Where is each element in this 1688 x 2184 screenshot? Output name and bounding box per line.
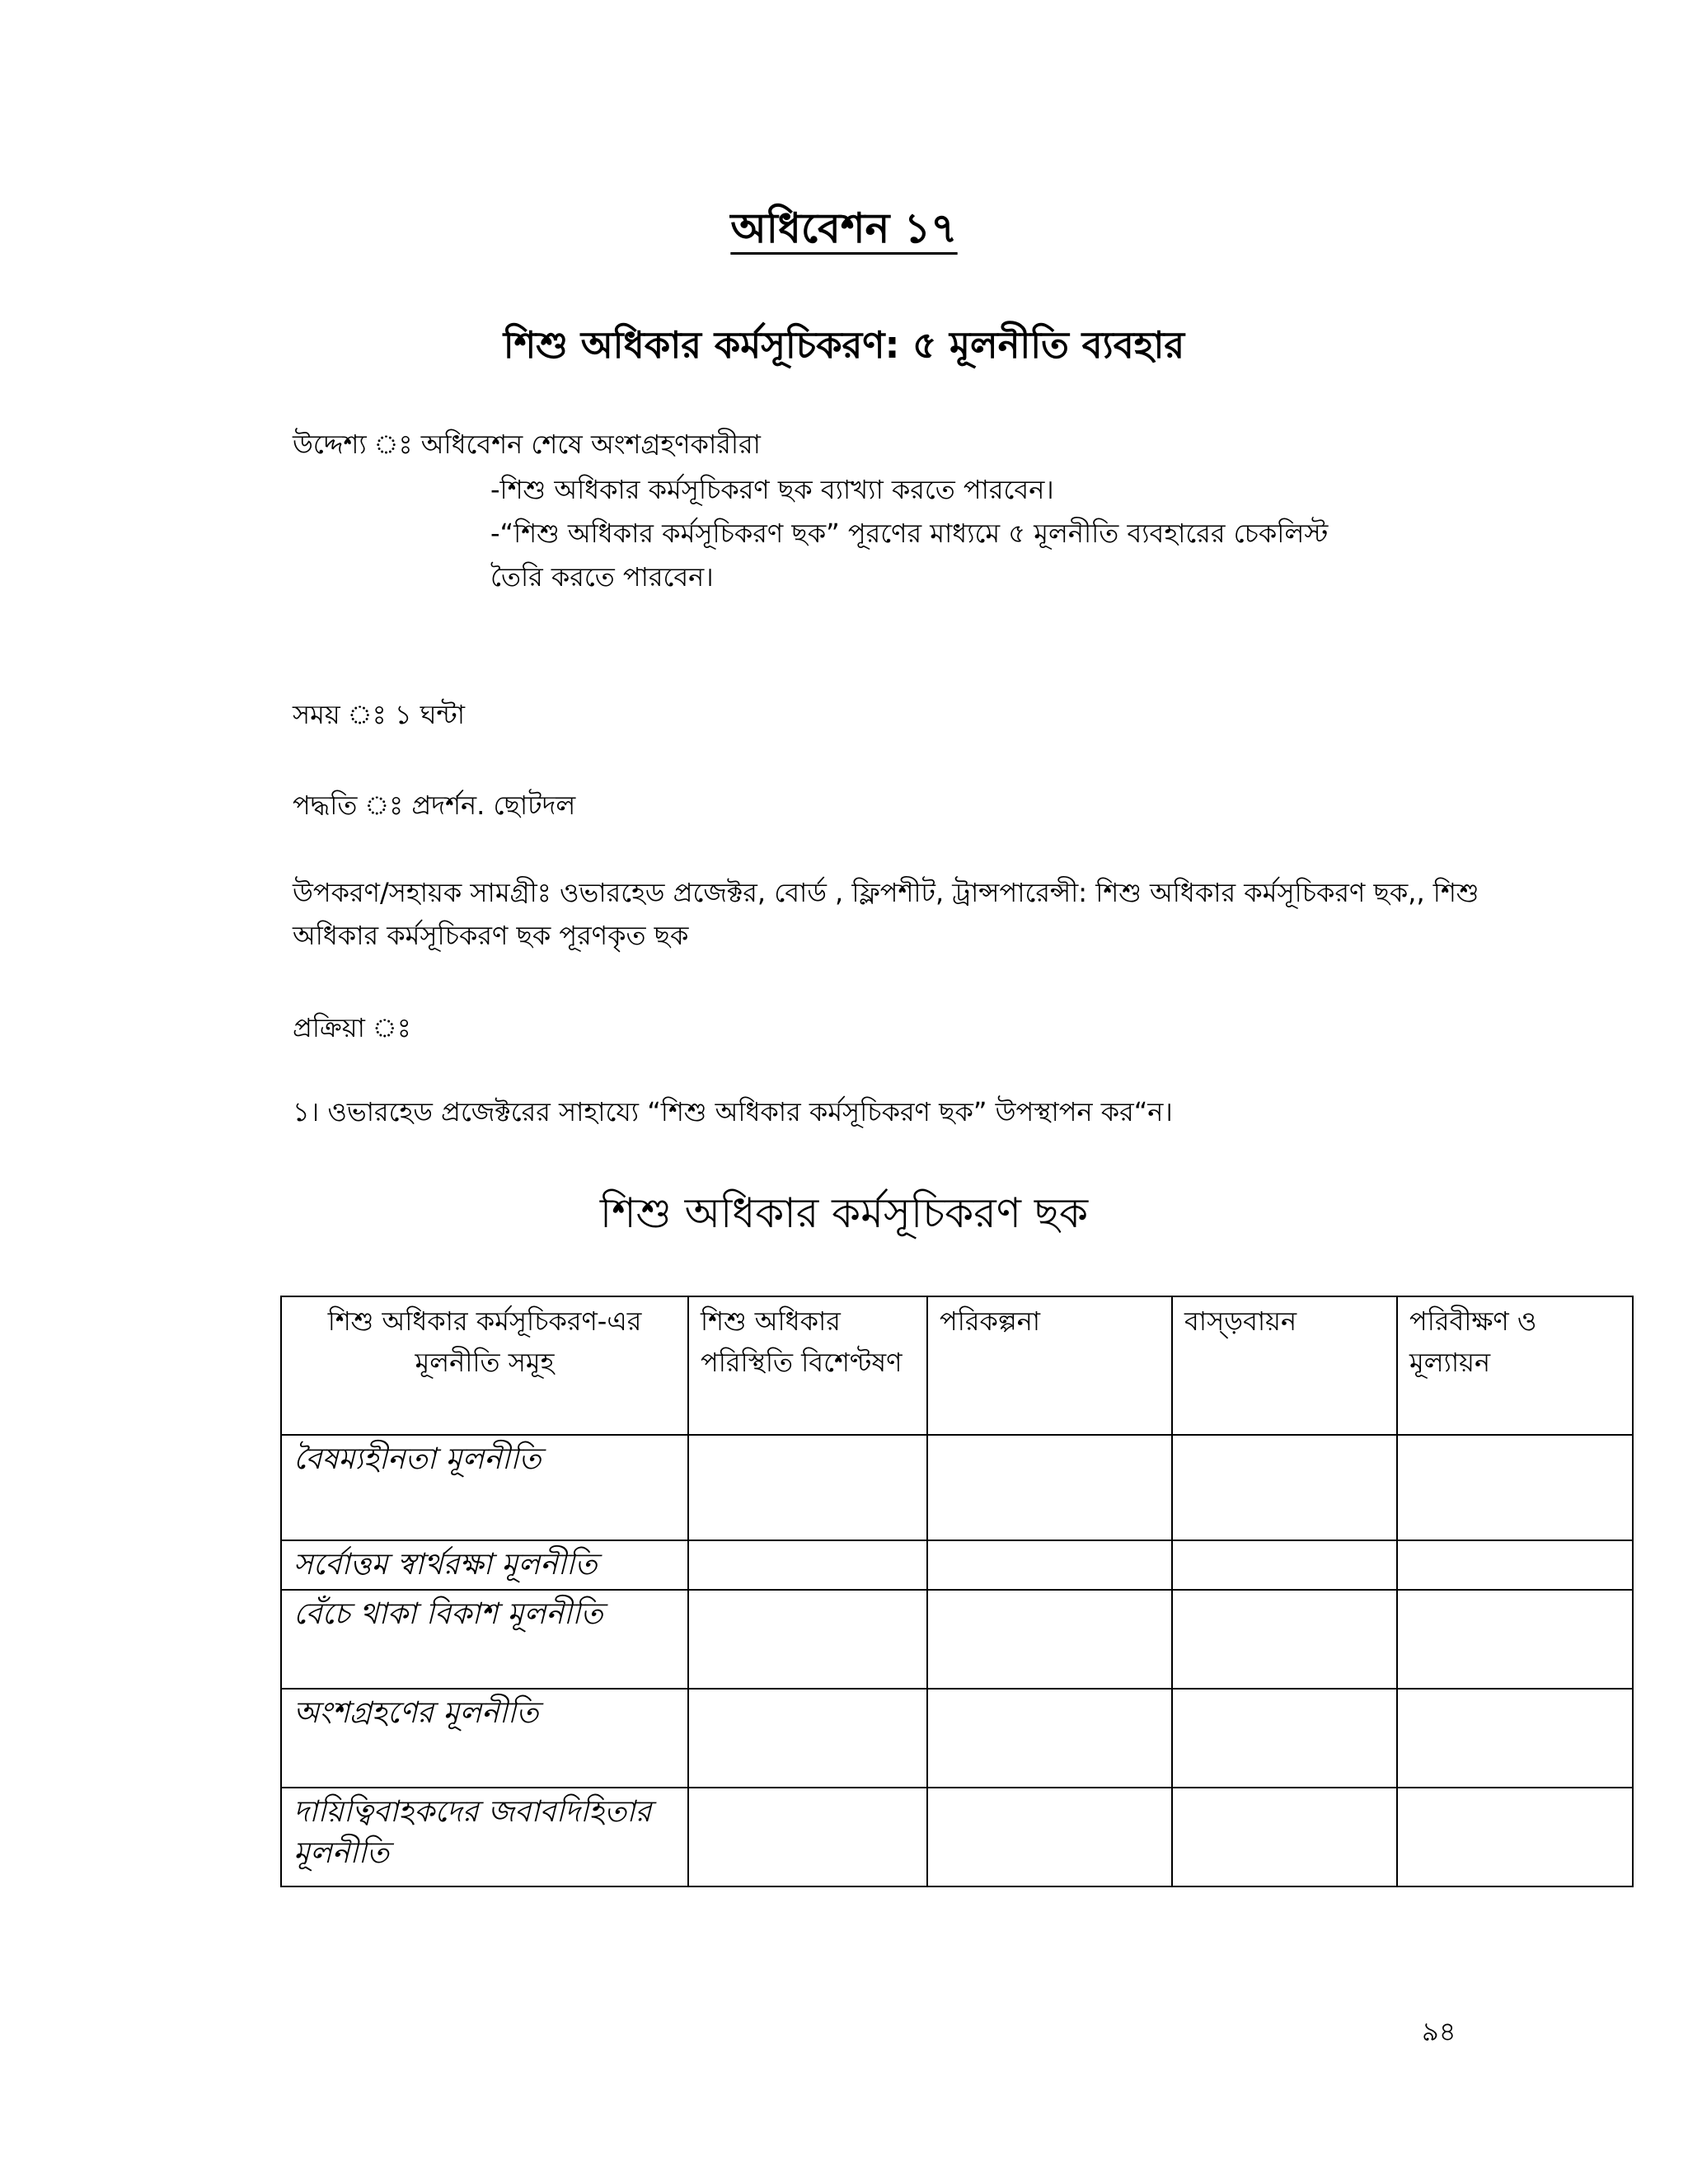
empty-cell [688, 1435, 927, 1540]
header-monitoring-evaluation: পরিবীক্ষণ ও মূল্যায়ন [1397, 1296, 1633, 1435]
step-1-text: ১। ওভারহেড প্রজেক্টরের সাহায্যে “শিশু অধিকার কর্মসূচিকরণ ছক” উপস্থাপন কর“ন। [293, 1096, 1173, 1127]
empty-cell [927, 1590, 1172, 1689]
empty-cell [1397, 1689, 1633, 1788]
empty-cell [927, 1540, 1172, 1590]
materials-text: উপকরণ/সহায়ক সামগ্রীঃ ওভারহেড প্রজেক্টর, বোর্ড , ফ্লিপশীট, ট্রান্সপারেন্সী: শিশু অধিকার কর্মসূচিকরণ ছক,, শিশু অধিকার কর্মসূচিকরণ ছক পূরণকৃত ছক [293, 877, 1479, 951]
method-text: পদ্ধতি ঃ প্রদর্শন. ছোটদল [293, 790, 576, 821]
empty-cell [688, 1788, 927, 1886]
table-row [281, 1788, 1633, 1886]
empty-cell [1172, 1689, 1397, 1788]
session-subtitle: শিশু অধিকার কর্মসূচিকরণ: ৫ মূলনীতি ব্যবহার [503, 323, 1185, 367]
empty-cell [688, 1689, 927, 1788]
header-implementation: বাস্ড়বায়ন [1172, 1296, 1397, 1435]
time-text: সময় ঃ ১ ঘন্টা [293, 699, 465, 730]
session-title [0, 198, 1688, 266]
table-header-row [281, 1296, 1633, 1435]
header-planning: পরিকল্পনা [927, 1296, 1172, 1435]
empty-cell [927, 1788, 1172, 1886]
objective-line-2: -“শিশু অধিকার কর্মসূচিকরণ ছক” পূরণের মাধ্যমে ৫ মূলনীতি ব্যবহারের চেকলিস্ট [490, 518, 1329, 549]
objective-label: উদ্দেশ্য ঃ অধিবেশন শেষে অংশগ্রহণকারীরা [293, 429, 761, 460]
empty-cell [1397, 1788, 1633, 1886]
empty-cell [927, 1435, 1172, 1540]
table-title: শিশু অধিকার কর্মসূচিকরণ ছক [599, 1189, 1089, 1237]
objective-line-1: -শিশু অধিকার কর্মসূচিকরণ ছক ব্যাখ্যা করতে পারবেন। [490, 474, 1054, 505]
empty-cell [1397, 1540, 1633, 1590]
empty-cell [1172, 1788, 1397, 1886]
empty-cell [1397, 1435, 1633, 1540]
table-row [281, 1540, 1633, 1590]
principle-non-discrimination: বৈষম্যহীনতা মূলনীতি [281, 1435, 688, 1540]
empty-cell [688, 1540, 927, 1590]
empty-cell [927, 1689, 1172, 1788]
empty-cell [688, 1590, 927, 1689]
session-title-text: অধিবেশন ১৭ [730, 204, 958, 252]
empty-cell [1172, 1435, 1397, 1540]
table-row [281, 1435, 1633, 1540]
process-label: প্রক্রিয়া ঃ [293, 1012, 411, 1043]
page-number: ৯৪ [1422, 2016, 1456, 2047]
principle-survival-development: বেঁচে থাকা বিকাশ মূলনীতি [281, 1590, 688, 1689]
principle-accountability: দায়িত্বিবাহকদের জবাবদিহিতার মূলনীতি [281, 1788, 688, 1886]
empty-cell [1172, 1590, 1397, 1689]
objective-line-3: তৈরি করতে পারবেন। [490, 561, 714, 593]
principle-best-interest: সর্বোত্তম স্বার্থরক্ষা মূলনীতি [281, 1540, 688, 1590]
principle-participation: অংশগ্রহণের মূলনীতি [281, 1689, 688, 1788]
empty-cell [1172, 1540, 1397, 1590]
header-principles: শিশু অধিকার কর্মসূচিকরণ-এর মূলনীতি সমূহ [281, 1296, 688, 1435]
table-row [281, 1689, 1633, 1788]
programming-matrix-table [280, 1296, 1634, 1887]
table-row [281, 1590, 1633, 1689]
empty-cell [1397, 1590, 1633, 1689]
header-situation-analysis: শিশু অধিকার পরিস্থিতি বিশেণ্টষণ [688, 1296, 927, 1435]
